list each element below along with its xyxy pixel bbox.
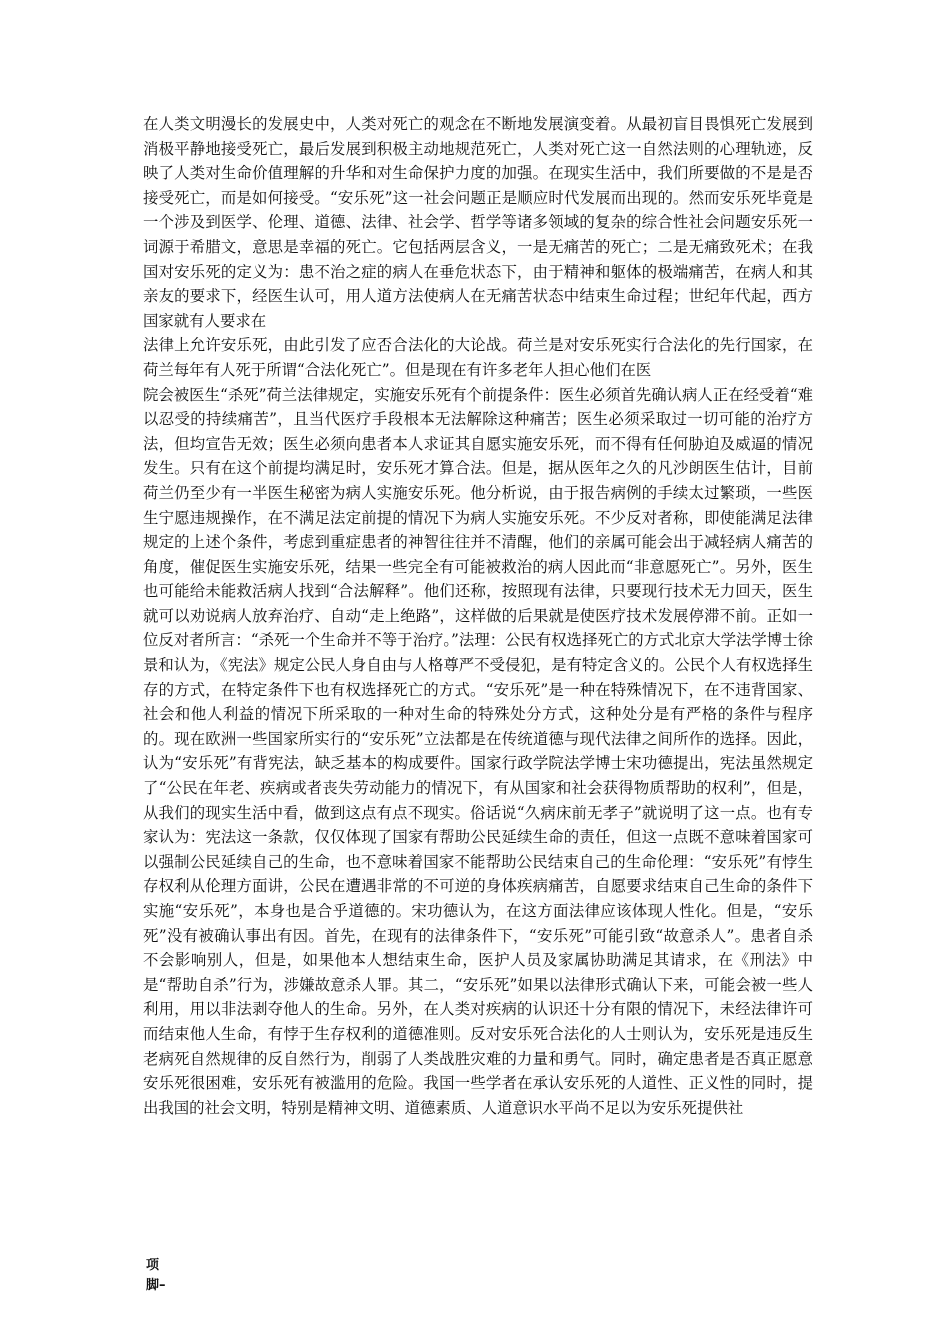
paragraph: 法律上允许安乐死，由此引发了应否合法化的大论战。荷兰是对安乐死实行合法化的先行国家，在荷兰每年有人死于所谓“合法化死亡”。但是现在有许多老年人担心他们在医 (143, 336, 813, 379)
footer-line-1: 项 (146, 1258, 160, 1273)
paragraph: 院会被医生“杀死”荷兰法律规定，实施安乐死有个前提条件：医生必须首先确认病人正在经受着“难以忍受的持续痛苦”，且当代医疗手段根本无法解除这种痛苦；医生必须采取过一切可能的治疗方法，但均宣告无效；医生必须向患者本人求证其自愿实施安乐死，而不得有任何胁迫及威逼的情况发生。只有在这个前提均满足时，安乐死才算合法。但是，据从医年之久的凡沙朗医生估计，目前荷兰仍至少有一半医生秘密为病人实施安乐死。他分析说，由于报告病例的手续太过繁琐，一些医生宁愿违规操作，在不满足法定前提的情况下为病人实施安乐死。不少反对者称，即使能满足法律规定的上述个条件，考虑到重症患者的神智往往并不清醒，他们的亲属可能会出于减轻病人痛苦的角度，催促医生实施安乐死，结果一些完全有可能被救治的病人因此而“非意愿死亡”。另外，医生也可能给未能救活病人找到“合法解释”。他们还称，按照现有法律，只要现行技术无力回天，医生就可以劝说病人放弃治疗、自动“走上绝路”，这样做的后果就是使医疗技术发展停滞不前。正如一位反对者所言：“杀死一个生命并不等于治疗。”法理：公民有权选择死亡的方式北京大学法学博士徐景和认为，《宪法》规定公民人身自由与人格尊严不受侵犯，是有特定含义的。公民个人有权选择生存的方式，在特定条件下也有权选择死亡的方式。“安乐死”是一种在特殊情况下，在不违背国家、社会和他人利益的情况下所采取的一种对生命的特殊处分方式，这种处分是有严格的条件与程序的。现在欧洲一些国家所实行的“安乐死”立法都是在传统道德与现代法律之间所作的选择。因此，认为“安乐死”有背宪法，缺乏基本的构成要件。国家行政学院法学博士宋功德提出，宪法虽然规定了“公民在年老、疾病或者丧失劳动能力的情况下，有从国家和社会获得物质帮助的权利”，但是，从我们的现实生活中看，做到这点有点不现实。俗话说“久病床前无孝子”就说明了这一点。也有专家认为：宪法这一条款，仅仅体现了国家有帮助公民延续生命的责任，但这一点既不意味着国家可以强制公民延续自己的生命，也不意味着国家不能帮助公民结束自己的生命伦理：“安乐死”有悖生存权利从伦理方面讲，公民在遭遇非常的不可逆的身体疾病痛苦，自愿要求结束自己生命的条件下实施“安乐死”，本身也是合乎道德的。宋功德认为，在这方面法律应该体现人性化。但是，“安乐死”没有被确认事出有因。首先，在现有的法律条件下，“安乐死”可能引致“故意杀人”。患者自杀不会影响别人，但是，如果他本人想结束生命，医护人员及家属协助满足其请求，在《刑法》中是“帮助自杀”行为，涉嫌故意杀人罪。其二，“安乐死”如果以法律形式确认下来，可能会被一些人利用，用以非法剥夺他人的生命。另外，在人类对疾病的认识还十分有限的情况下，未经法律许可而结束他人生命，有悖于生存权利的道德准则。反对安乐死合法化的人士则认为，安乐死是违反生老病死自然规律的反自然行为，削弱了人类战胜灾难的力量和勇气。同时，确定患者是否真正愿意安乐死很困难，安乐死有被滥用的危险。我国一些学者在承认安乐死的人道性、正义性的同时，提出我国的社会文明，特别是精神文明、道德素质、人道意识水平尚不足以为安乐死提供社 (143, 385, 814, 1117)
paragraph: 在人类文明漫长的发展史中，人类对死亡的观念在不断地发展演变着。从最初盲目畏惧死亡发展到消极平静地接受死亡，最后发展到积极主动地规范死亡，人类对死亡这一自然法则的心理轨迹，反映了人类对生命价值理解的升华和对生命保护力度的加强。在现实生活中，我们所要做的不是是否接受死亡，而是如何接受。“安乐死”这一社会问题正是顺应时代发展而出现的。然而安乐死毕竟是一个涉及到医学、伦理、道德、法律、社会学、哲学等诸多领域的复杂的综合性社会问题安乐死一词源于希腊文，意思是幸福的死亡。它包括两层含义，一是无痛苦的死亡；二是无痛致死术；在我国对安乐死的定义为：患不治之症的病人在垂危状态下，由于精神和躯体的极端痛苦，在病人和其亲友的要求下，经医生认可，用人道方法使病人在无痛苦状态中结束生命过程；世纪年代起，西方国家就有人要求在 (143, 115, 813, 330)
page-footer (146, 1256, 166, 1296)
footer-line-2: 脚– (146, 1278, 166, 1293)
document-body (143, 112, 813, 1120)
